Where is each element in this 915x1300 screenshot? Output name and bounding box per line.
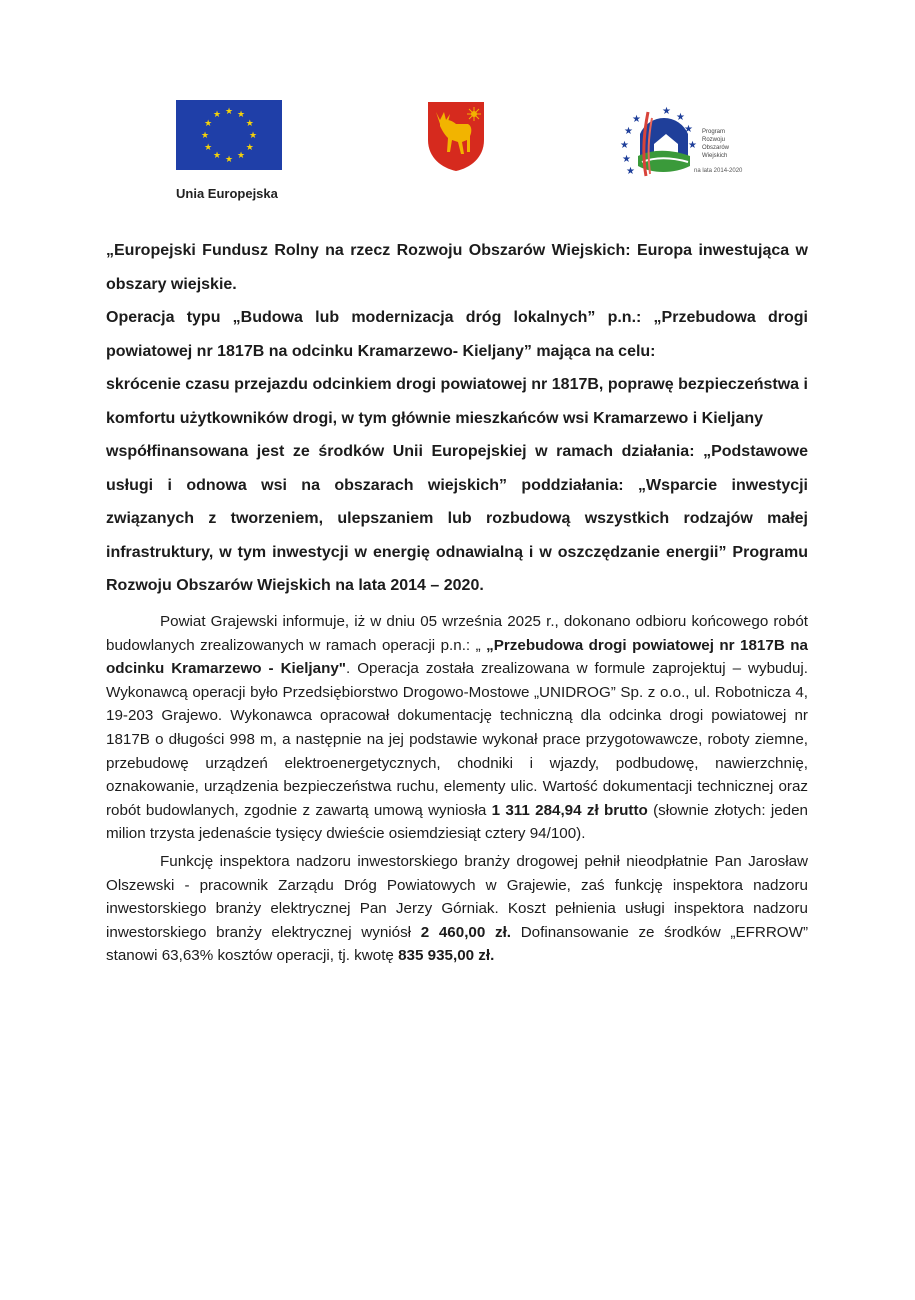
svg-text:★: ★ <box>688 140 697 151</box>
prow-text: Program Rozwoju Obszarów Wiejskich <box>702 129 730 159</box>
eu-star-icon: ★ <box>200 129 210 140</box>
svg-text:★: ★ <box>684 124 693 135</box>
eu-star-icon: ★ <box>212 150 222 161</box>
prow-logo <box>618 104 743 180</box>
svg-text:★: ★ <box>676 112 685 123</box>
eu-flag-icon <box>176 100 282 170</box>
logo-bar <box>0 98 915 208</box>
eu-star-icon: ★ <box>204 141 213 152</box>
eu-star-icon: ★ <box>224 153 234 164</box>
operation-name: „Przebudowa drogi powiatowej nr 1817B na odcinku Kramarzewo - Kieljany" <box>106 636 808 678</box>
eu-star-icon: ★ <box>204 117 213 128</box>
header-fund-title: „Europejski Fundusz Rolny na rzecz Rozwoju Obszarów Wiejskich: Europa inwestująca w obszary wiejskie. <box>106 242 808 293</box>
header-goal: skrócenie czasu przejazdu odcinkiem drogi powiatowej nr 1817B, poprawę bezpieczeństwa i komfortu użytkowników drogi, w tym głównie mieszkańców wsi Kramarzewo i Kieljany <box>106 376 808 427</box>
header-operation-type: Operacja typu „Budowa lub modernizacja dróg lokalnych” p.n.: „Przebudowa drogi powiatowej nr 1817B na odcinku Kramarzewo- Kieljany” mająca na celu: <box>106 309 808 360</box>
paragraph-acceptance: Powiat Grajewski informuje, iż w dniu 05 września 2025 r., dokonano odbioru końcowego robót budowlanych zrealizowanych w ramach operacji p.n.: „ „Przebudowa drogi powiatowej nr 1817B na odcinku Kramarzewo - Kieljany". Operacja została zrealizowana w formule zaprojektuj – wybuduj. Wykonawcą operacji było Przedsiębiorstwo Drogowo-Mostowe „UNIDROG” Sp. z o.o., ul. Robotnicza 4, 19-203 Grajewo. Wykonawca opracował dokumentację techniczną dla odcinka drogi powiatowej nr 1817B o długości 998 m, a następnie na jej podstawie wykonał prace przygotowawcze, roboty ziemne, przebudowę urządzeń elektroenergetycznych, chodniki i wjazdy, podbudowę, nawierzchnię, oznakowanie, urządzenia bezpieczeństwa ruchu, elementy ulic. Wartość dokumentacji technicznej oraz robót budowlanych, zgodnie z zawartą umową wyniosła 1 311 284,94 zł brutto (słownie złotych: jeden milion trzysta jedenaście tysięcy dwieście osiemdziesiąt cztery 94/100). <box>106 613 809 843</box>
svg-text:★: ★ <box>620 140 629 151</box>
header-cofinancing: współfinansowana jest ze środków Unii Europejskiej w ramach działania: „Podstawowe usługi i odnowa wsi na obszarach wiejskich” poddziałania: „Wsparcie inwestycji związanych z tworzeniem, ulepszaniem lub rozbudową wszystkich rodzajów małej infrastruktury, w tym inwestycji w energię odnawialną i w oszczędzanie energii” Programu Rozwoju Obszarów Wiejskich na lata 2014 – 2020. <box>106 443 808 594</box>
eu-star-icon: ★ <box>245 117 254 128</box>
eu-star-icon: ★ <box>224 105 234 116</box>
inspection-cost: 2 460,00 zł. <box>420 923 512 941</box>
svg-text:★: ★ <box>624 126 633 137</box>
eu-star-icon: ★ <box>245 141 254 152</box>
moose-crest-icon <box>426 100 486 172</box>
svg-text:★: ★ <box>662 106 671 117</box>
announcement-body <box>106 610 808 968</box>
paragraph-inspection: Funkcję inspektora nadzoru inwestorskiego branży drogowej pełnił nieodpłatnie Pan Jarosław Olszewski - pracownik Zarządu Dróg Powiatowych w Grajewie, zaś funkcję inspektora nadzoru inwestorskiego branży elektrycznej Pan Jerzy Górniak. Koszt pełnienia usługi inspektora nadzoru inwestorskiego branży elektrycznej wyniósł 2 460,00 zł. Dofinansowanie ze środków „EFRROW” stanowi 63,63% kosztów operacji, tj. kwotę 835 935,00 zł. <box>106 852 809 965</box>
eu-star-icon: ★ <box>212 108 222 119</box>
svg-text:★: ★ <box>626 166 635 177</box>
contract-value: 1 311 284,94 zł brutto <box>491 801 648 819</box>
eu-star-icon: ★ <box>236 108 246 119</box>
prow-years: na lata 2014-2020 <box>694 168 743 174</box>
eu-star-icon: ★ <box>236 150 246 161</box>
operation-header <box>106 234 808 603</box>
svg-text:★: ★ <box>632 114 641 125</box>
prow-emblem-icon <box>618 104 698 180</box>
cofinancing-amount: 835 935,00 zł. <box>398 947 495 965</box>
eu-caption: Unia Europejska <box>176 186 278 201</box>
eu-star-icon: ★ <box>248 129 258 140</box>
svg-text:★: ★ <box>622 154 631 165</box>
